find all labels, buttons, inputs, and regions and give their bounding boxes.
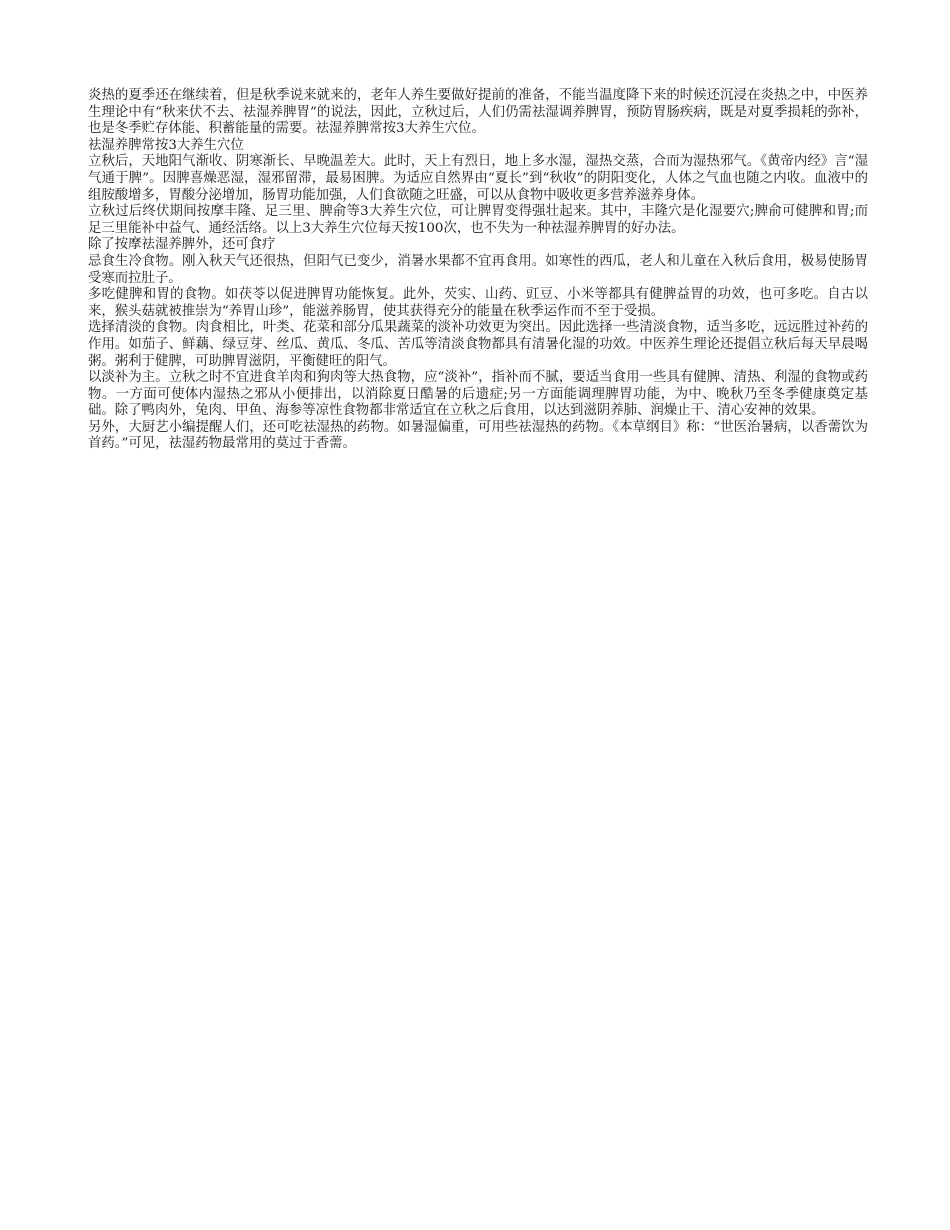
- body-paragraph-spleen-food: 多吃健脾和胃的食物。如茯苓以促进脾胃功能恢复。此外，芡实、山药、豇豆、小米等都具有健脾益胃的功效，也可多吃。自古以来，猴头菇就被推崇为“养胃山珍”，能滋养肠胃，使其获得充分的能量在秋季运作而不至于受损。: [88, 287, 868, 319]
- intro-paragraph: 炎热的夏季还在继续着，但是秋季说来就来的，老年人养生要做好提前的准备，不能当温度降下来的时候还沉浸在炎热之中，中医养生理论中有“秋来伏不去、祛湿养脾胃”的说法，因此，立秋过后，人们仍需祛湿调养脾胃，预防胃肠疾病，既是对夏季损耗的弥补，也是冬季贮存体能、积蓄能量的需要。祛湿养脾常按3大养生穴位。: [88, 88, 868, 137]
- body-paragraph-avoid-cold-food: 忌食生冷食物。刚入秋天气还很热，但阳气已变少，消暑水果都不宜再食用。如寒性的西瓜，老人和儿童在入秋后食用，极易使肠胃受寒而拉肚子。: [88, 253, 868, 286]
- section-heading-diet: 除了按摩祛湿养脾外，还可食疗: [88, 237, 276, 253]
- section-heading-acupoints: 祛湿养脾常按3大养生穴位: [88, 137, 244, 153]
- body-paragraph-medicine: 另外，大厨艺小编提醒人们，还可吃祛湿热的药物。如暑湿偏重，可用些祛湿热的药物。《本草纲目》称：“世医治暑病，以香薷饮为首药。”可见，祛湿药物最常用的莫过于香薷。: [88, 419, 868, 452]
- body-paragraph-light-food: 选择清淡的食物。肉食相比，叶类、花菜和部分瓜果蔬菜的淡补功效更为突出。因此选择一些清淡食物，适当多吃，远远胜过补药的作用。如茄子、鲜藕、绿豆芽、丝瓜、黄瓜、冬瓜、苦瓜等清淡食物都具有清暑化湿的功效。中医养生理论还提倡立秋后每天早晨喝粥。粥利于健脾，可助脾胃滋阴，平衡健旺的阳气。: [88, 320, 868, 369]
- article-body: [88, 88, 868, 453]
- body-paragraph-mild-tonic: 以淡补为主。立秋之时不宜进食羊肉和狗肉等大热食物，应“淡补”，指补而不腻，要适当食用一些具有健脾、清热、利湿的食物或药物。一方面可使体内湿热之邪从小便排出，以消除夏日酷暑的后遗症;另一方面能调理脾胃功能，为中、晚秋乃至冬季健康奠定基础。除了鸭肉外，兔肉、甲鱼、海参等凉性食物都非常适宜在立秋之后食用，以达到滋阴养肺、润燥止干、清心安神的效果。: [88, 370, 868, 419]
- body-paragraph-autumn-climate: 立秋后，天地阳气渐收、阴寒渐长、早晚温差大。此时，天上有烈日，地上多水湿，湿热交蒸，合而为湿热邪气。《黄帝内经》言“湿气通于脾”。因脾喜燥恶湿，湿邪留滞，最易困脾。为适应自然界由“夏长”到“秋收”的阴阳变化，人体之气血也随之内收。血液中的组胺酸增多，胃酸分泌增加，肠胃功能加强，人们食欲随之旺盛，可以从食物中吸收更多营养滋养身体。: [88, 154, 868, 203]
- body-paragraph-acupoints: 立秋过后终伏期间按摩丰隆、足三里、脾俞等3大养生穴位，可让脾胃变得强壮起来。其中，丰隆穴是化湿要穴;脾俞可健脾和胃;而足三里能补中益气、通经活络。以上3大养生穴位每天按100次，也不失为一种祛湿养脾胃的好办法。: [88, 204, 868, 236]
